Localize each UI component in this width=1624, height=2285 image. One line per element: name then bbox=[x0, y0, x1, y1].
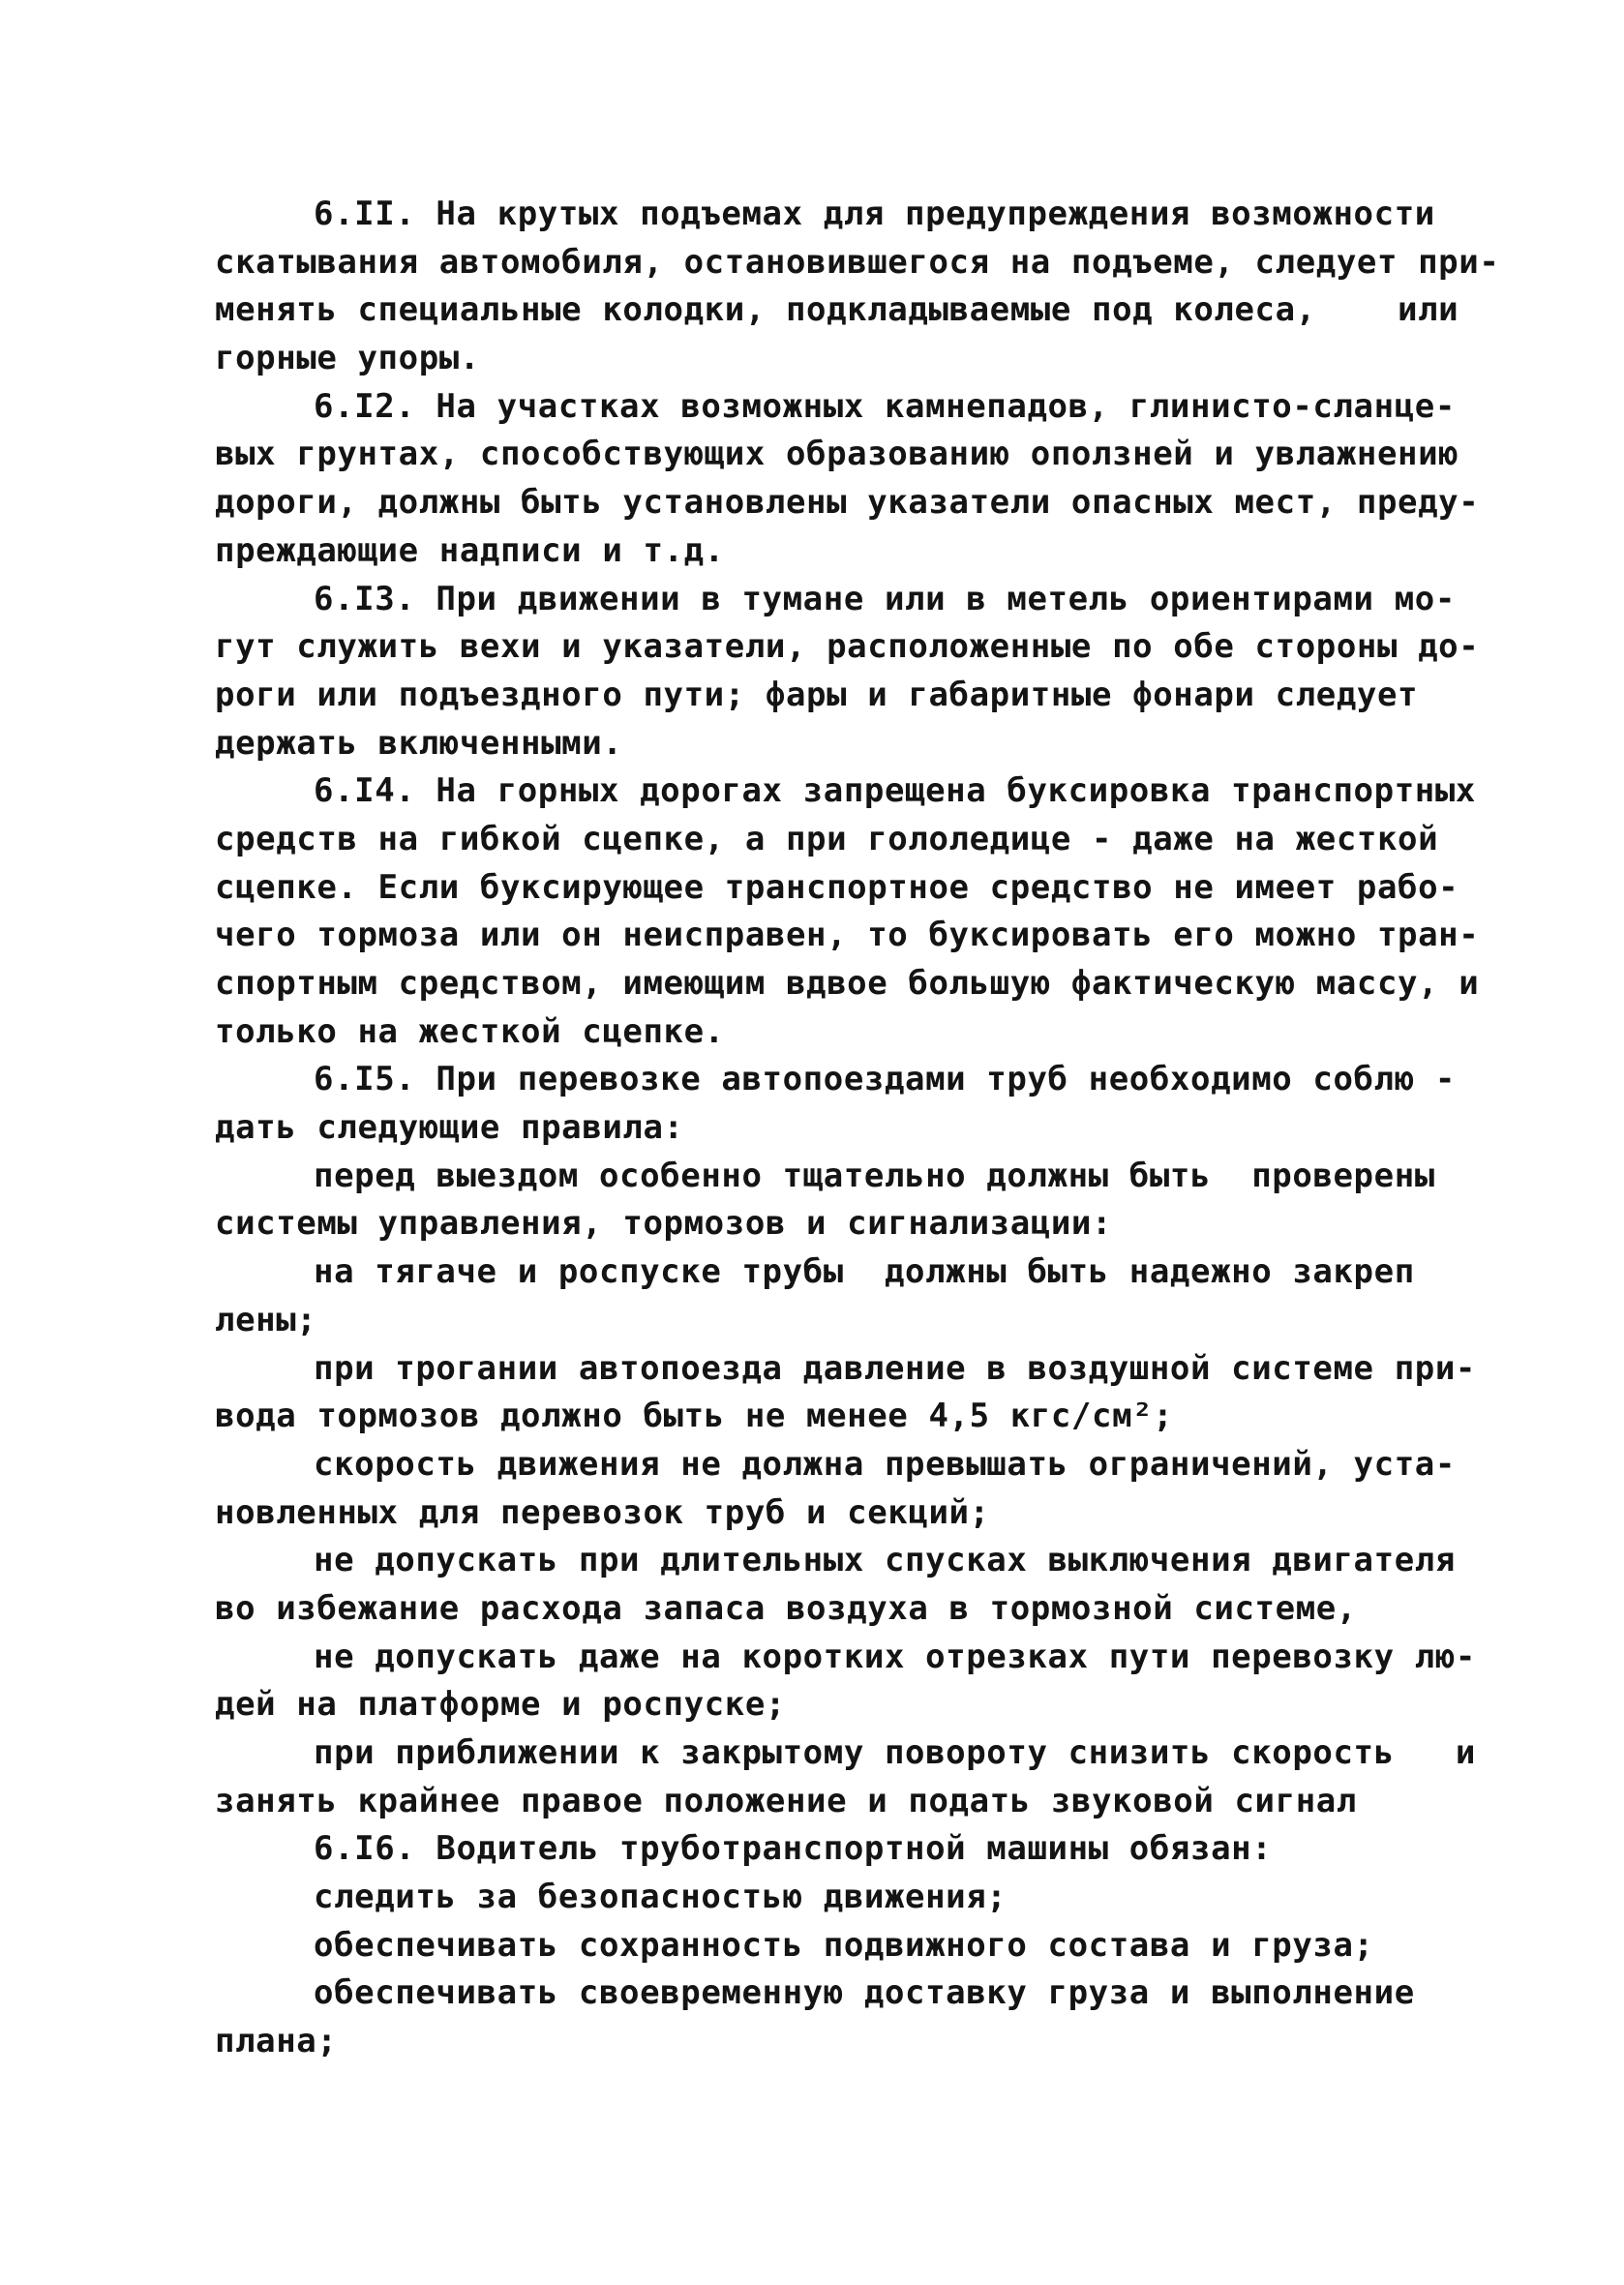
text-line: не допускать при длительных спусках выключения двигателя bbox=[314, 1541, 1456, 1580]
text-line: роги или подъездного пути; фары и габаритные фонари следует bbox=[215, 675, 1419, 714]
text-line: менять специальные колодки, подкладываемые под колеса, или bbox=[215, 290, 1459, 330]
text-line: 6.I2. На участках возможных камнепадов, глинисто-сланце- bbox=[314, 386, 1456, 426]
text-line: только на жесткой сцепке. bbox=[215, 1011, 725, 1051]
text-line: лены; bbox=[215, 1300, 317, 1339]
text-line: гут служить вехи и указатели, расположенные по обе стороны до- bbox=[215, 627, 1480, 667]
text-line: дать следующие правила: bbox=[215, 1108, 684, 1148]
text-line: горные упоры. bbox=[215, 339, 480, 378]
text-line: преждающие надписи и т.д. bbox=[215, 530, 725, 570]
text-line: 6.I5. При перевозке автопоездами труб необходимо соблю - bbox=[314, 1060, 1456, 1099]
text-line: при приближении к закрытому повороту снизить скорость и bbox=[314, 1733, 1476, 1772]
text-line: держать включенными. bbox=[215, 723, 623, 763]
text-line: 6.II. На крутых подъемах для предупреждения возможности bbox=[314, 195, 1435, 233]
text-line: во избежание расхода запаса воздуха в тормозной системе, bbox=[215, 1588, 1357, 1628]
text-line: вода тормозов должно быть не менее 4,5 кгс/см²; bbox=[215, 1397, 1174, 1436]
text-line: 6.I6. Водитель труботранспортной машины обязан: bbox=[314, 1829, 1273, 1869]
text-line: при трогании автопоезда давление в воздушной системе при- bbox=[314, 1348, 1476, 1388]
text-line: скорость движения не должна превышать ограничений, уста- bbox=[314, 1444, 1456, 1484]
text-line: 6.I4. На горных дорогах запрещена буксировка транспортных bbox=[314, 771, 1476, 811]
text-line: новленных для перевозок труб и секций; bbox=[215, 1492, 990, 1532]
document-body bbox=[215, 191, 1500, 2066]
text-line: обеспечивать сохранность подвижного состава и груза; bbox=[314, 1925, 1374, 1965]
text-line: на тягаче и роспуске трубы должны быть надежно закреп bbox=[314, 1252, 1415, 1292]
text-line: спортным средством, имеющим вдвое большую фактическую массу, и bbox=[215, 964, 1480, 1003]
text-line: средств на гибкой сцепке, а при гололедице - даже на жесткой bbox=[215, 819, 1439, 858]
text-line: обеспечивать своевременную доставку груза и выполнение bbox=[314, 1973, 1415, 2013]
text-line: занять крайнее правое положение и подать звуковой сигнал bbox=[215, 1781, 1357, 1820]
text-line: дей на платформе и роспуске; bbox=[215, 1685, 786, 1725]
text-line: скатывания автомобиля, остановившегося на подъеме, следует при- bbox=[215, 242, 1500, 282]
text-line: плана; bbox=[215, 2022, 338, 2061]
text-line: чего тормоза или он неисправен, то буксировать его можно тран- bbox=[215, 916, 1480, 955]
text-line: следить за безопасностью движения; bbox=[314, 1878, 1007, 1917]
text-line: вых грунтах, способствующих образованию оползней и увлажнению bbox=[215, 435, 1459, 474]
text-line: 6.I3. При движении в тумане или в метель ориентирами мо- bbox=[314, 579, 1456, 618]
text-line: сцепке. Если буксирующее транспортное средство не имеет рабо- bbox=[215, 867, 1459, 907]
text-line: не допускать даже на коротких отрезках пути перевозку лю- bbox=[314, 1637, 1476, 1676]
text-line: системы управления, тормозов и сигнализации: bbox=[215, 1204, 1113, 1244]
text-line: перед выездом особенно тщательно должны быть проверены bbox=[314, 1156, 1435, 1195]
text-line: дороги, должны быть установлены указатели опасных мест, преду- bbox=[215, 483, 1480, 523]
